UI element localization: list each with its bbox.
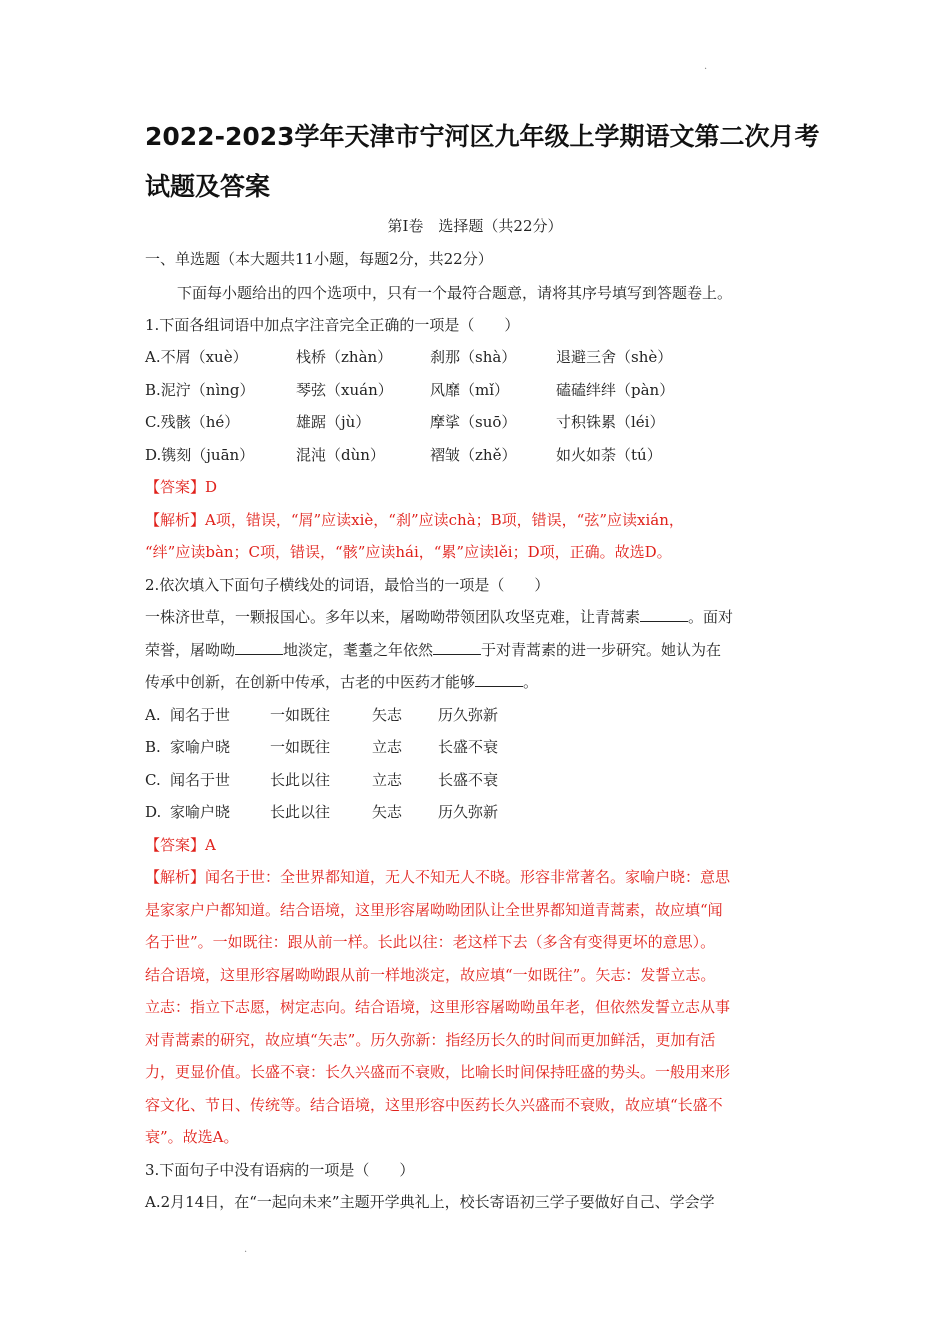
q2-passage-text: 于对青蒿素的进一步研究。她认为在: [481, 641, 722, 659]
q2-passage-text: 。: [523, 673, 539, 691]
q1-option-a-word-3: 刹那（shà）: [430, 348, 517, 366]
q1-option-c-word-3: 摩挲（suō）: [430, 413, 517, 431]
q2-option-d-word-2: 长此以往: [270, 803, 331, 821]
q1-option-d-word-4: 如火如荼（tú）: [556, 446, 662, 464]
q2-option-c-word-2: 长此以往: [270, 771, 331, 789]
q1-option-d-word-1: D.镌刻（juān）: [145, 446, 255, 464]
q2-option-a-word-4: 历久弥新: [438, 706, 499, 724]
q2-analysis-line-2: 是家家户户都知道。结合语境，这里形容屠呦呦团队让全世界都知道青蒿素，故应填“闻: [145, 901, 723, 919]
q2-option-d-word-1: 家喻户晓: [170, 803, 231, 821]
q2-option-a-label: A.: [145, 706, 161, 724]
q2-option-b-word-1: 家喻户晓: [170, 738, 231, 756]
q2-option-d-label: D.: [145, 803, 162, 821]
q1-option-b-word-2: 琴弦（xuán）: [296, 381, 393, 399]
q2-analysis-line-1: 【解析】闻名于世：全世界都知道，无人不知无人不晓。形容非常著名。家喻户晓：意思: [145, 868, 731, 886]
q1-option-c-word-4: 寸积铢累（léi）: [556, 413, 665, 431]
q3-option-a: A.2月14日，在“一起向未来”主题开学典礼上，校长寄语初三学子要做好自己、学会学: [145, 1193, 715, 1211]
q2-passage-text: 。面对: [688, 608, 734, 626]
q1-option-b-word-1: B.泥泞（nìng）: [145, 381, 255, 399]
fill-blank: [433, 640, 481, 655]
q2-option-c-label: C.: [145, 771, 161, 789]
fill-blank: [475, 672, 523, 687]
q2-passage-text: 地淡定，耄耋之年依然: [283, 641, 434, 659]
q1-option-d-word-3: 褶皱（zhě）: [430, 446, 517, 464]
q1-answer: 【答案】D: [145, 478, 218, 496]
footer-dot: .: [244, 1244, 248, 1255]
q2-passage-text: 一株济世草，一颗报国心。多年以来，屠呦呦带领团队攻坚克难，让青蒿素: [145, 608, 641, 626]
q2-analysis-line-8: 容文化、节日、传统等。结合语境，这里形容中医药长久兴盛而不衰败，故应填“长盛不: [145, 1096, 723, 1114]
header-dot: ·: [704, 64, 708, 75]
q2-option-b-label: B.: [145, 738, 161, 756]
q1-analysis-line-1: 【解析】A项，错误，“屑”应读xiè，“刹”应读chà；B项，错误，“弦”应读xián，: [145, 511, 684, 529]
q2-option-b-word-3: 立志: [372, 738, 403, 756]
q1-option-a-word-4: 退避三舍（shè）: [556, 348, 673, 366]
q2-stem: 2.依次填入下面句子横线处的词语，最恰当的一项是（ ）: [145, 576, 550, 594]
q1-option-c-word-2: 雄踞（jù）: [296, 413, 371, 431]
q2-answer: 【答案】A: [145, 836, 216, 854]
q2-analysis-line-6: 对青蒿素的研究，故应填“矢志”。历久弥新：指经历长久的时间而更加鲜活，更加有活: [145, 1031, 716, 1049]
instruction: 下面每小题给出的四个选项中，只有一个最符合题意，请将其序号填写到答题卷上。: [177, 284, 733, 302]
q1-option-c-word-1: C.残骸（hé）: [145, 413, 240, 431]
q2-option-a-word-3: 矢志: [372, 706, 403, 724]
q2-passage-line-3: [145, 672, 538, 692]
q2-passage-text: 传承中创新，在创新中传承，古老的中医药才能够: [145, 673, 476, 691]
q1-option-a-word-2: 栈桥（zhàn）: [296, 348, 393, 366]
q1-stem: 1.下面各组词语中加点字注音完全正确的一项是（ ）: [145, 316, 520, 334]
page-title: 2022-2023学年天津市宁河区九年级上学期语文第二次月考试题及答案: [145, 122, 820, 201]
q2-option-d-word-4: 历久弥新: [438, 803, 499, 821]
q2-analysis-line-9: 衰”。故选A。: [145, 1128, 239, 1146]
q1-analysis-line-2: “绊”应读bàn；C项，错误，“骸”应读hái，“累”应读lěi；D项，正确。故选D。: [145, 543, 672, 561]
part-heading: 一、单选题（本大题共11小题，每题2分，共22分）: [145, 250, 493, 268]
q1-option-b-word-4: 磕磕绊绊（pàn）: [556, 381, 675, 399]
q2-passage-text: 荣誉，屠呦呦: [145, 641, 236, 659]
q1-option-d-word-2: 混沌（dùn）: [296, 446, 385, 464]
q1-option-a-word-1: A.不屑（xuè）: [145, 348, 248, 366]
fill-blank: [640, 607, 688, 622]
q2-option-a-word-2: 一如既往: [270, 706, 331, 724]
q2-option-a-word-1: 闻名于世: [170, 706, 231, 724]
q2-analysis-line-7: 力，更显价值。长盛不衰：长久兴盛而不衰败，比喻长时间保持旺盛的势头。一般用来形: [145, 1063, 731, 1081]
section-heading: 第Ⅰ卷 选择题（共22分）: [387, 217, 563, 235]
q2-option-c-word-1: 闻名于世: [170, 771, 231, 789]
q2-analysis-line-5: 立志：指立下志愿，树定志向。结合语境，这里形容屠呦呦虽年老，但依然发誓立志从事: [145, 998, 731, 1016]
q1-option-b-word-3: 风靡（mǐ）: [430, 381, 510, 399]
q3-stem: 3.下面句子中没有语病的一项是（ ）: [145, 1161, 415, 1179]
q2-analysis-line-4: 结合语境，这里形容屠呦呦跟从前一样地淡定，故应填“一如既往”。矢志：发誓立志。: [145, 966, 716, 984]
q2-passage-line-1: [145, 607, 733, 627]
q2-option-d-word-3: 矢志: [372, 803, 403, 821]
q2-option-c-word-4: 长盛不衰: [438, 771, 499, 789]
q2-passage-line-2: [145, 640, 721, 660]
fill-blank: [235, 640, 283, 655]
q2-option-b-word-2: 一如既往: [270, 738, 331, 756]
q2-option-b-word-4: 长盛不衰: [438, 738, 499, 756]
q2-analysis-line-3: 名于世”。一如既往：跟从前一样。长此以往：老这样下去（多含有变得更坏的意思）。: [145, 933, 716, 951]
q2-option-c-word-3: 立志: [372, 771, 403, 789]
